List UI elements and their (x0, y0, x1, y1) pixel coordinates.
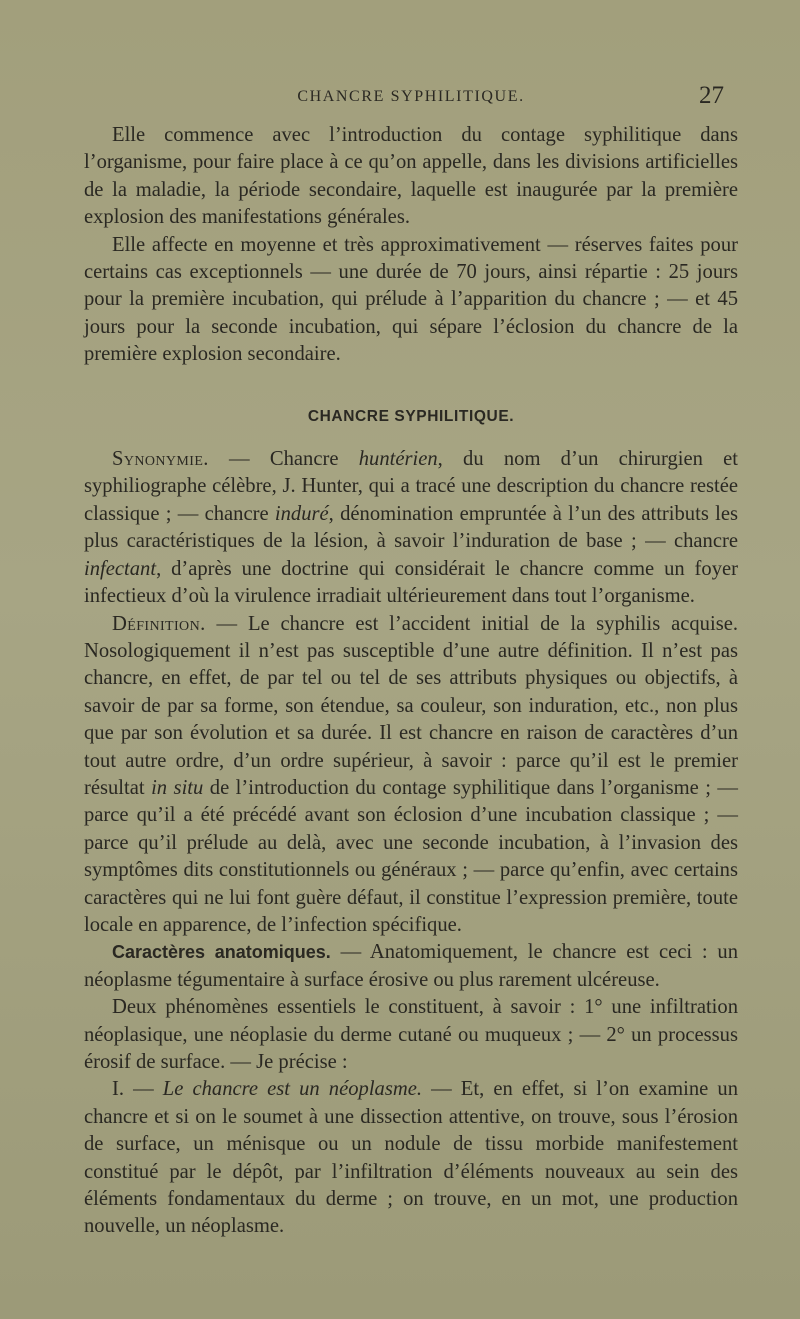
caracteres-text-1: — Anatomiquement, le chancre est ceci : un néoplasme tégumentaire à surface érosive ou plus rarement ulcéreuse. (84, 941, 739, 991)
synonymie-label: Synonymie. (112, 448, 209, 471)
synonymie-italic-1: huntérien (358, 448, 438, 471)
synonymie-italic-2: induré (274, 502, 329, 525)
definition-label: Définition. (112, 612, 206, 635)
paragraph-deux-phenomenes: Deux phénomènes essentiels le constituent, à savoir : 1° une infiltration néoplasique, une néoplasie du derme cutané ou muqueux ; — 2° un processus érosif de surface. — Je précise : (84, 996, 738, 1073)
synonymie-text-1: — Chancre (208, 448, 359, 471)
paragraph-definition (84, 611, 738, 940)
caracteres-label: Caractères anatomiques. (112, 942, 331, 963)
definition-italic-1: in situ (151, 776, 204, 799)
page-number: 27 (699, 82, 724, 109)
paragraph-synonymie (84, 446, 738, 610)
running-head (84, 84, 738, 108)
paragraph-point-1 (84, 1076, 738, 1240)
body-text (84, 122, 738, 1241)
point-1-italic-1: Le chancre est un néoplasme. (162, 1078, 423, 1101)
synonymie-text-3: , dénomination empruntée à l’un des attributs les plus caractéristiques de la lésion, à savoir l’induration de base ; — chancre (84, 502, 738, 553)
synonymie-italic-3: infectant (84, 557, 157, 580)
definition-text-1: — Le chancre est l’accident initial de la syphilis acquise. Nosologiquement il n’est pas susceptible d’une autre définition. Il n’est pas chancre, en effet, de par tel ou tel de ses attributs physiques ou objectifs, à savoir de par sa forme, son étendue, sa couleur, son induration, etc., non plus que par son évolution et sa durée. Il est chancre en raison de caractères d’un tout autre ordre, d’un ordre supérieur, à savoir : parce qu’il est le premier résultat (84, 612, 738, 799)
point-1-text-1: I. — (112, 1078, 163, 1101)
synonymie-text-4: , d’après une doctrine qui considérait le chancre comme un foyer infectieux d’où la virulence irradiait ultérieurement dans tout l’organisme. (84, 557, 738, 608)
paragraph-duration: Elle affecte en moyenne et très approximativement — réserves faites pour certains cas exceptionnels — une durée de 70 jours, ainsi répartie : 25 jours pour la première incubation, qui prélude à l’apparition du chancre ; — et 45 jours pour la seconde incubation, qui sépare l’éclosion du chancre de la première explosion secondaire. (84, 233, 738, 366)
running-title: CHANCRE SYPHILITIQUE. (297, 88, 525, 105)
synonymie-text-2: , du nom d’un chirurgien et syphiliographe célèbre, J. Hunter, qui a tracé une description du chancre restée classique ; — chancre (84, 448, 738, 525)
definition-text-2: de l’introduction du contage syphilitique dans l’organisme ; — parce qu’il a été précédé avant son éclosion d’une incubation classique ; — parce qu’il prélude au delà, avec une seconde incubation, à l’invasion des symptômes dits constitutionnels ou généraux ; — parce qu’enfin, avec certains caractères qui ne lui font guère défaut, il constitue l’expression première, toute locale en apparence, de l’infection spécifique. (84, 776, 739, 936)
point-1-text-2: — Et, en effet, si l’on examine un chancre et si on le soumet à une dissection attentive, on trouve, sous l’érosion de surface, un ménisque ou un nodule de tissu morbide manifestement constitué par le dépôt, par l’infiltration d’éléments nouveaux au sein des éléments fondamentaux du derme ; on trouve, en un mot, une production nouvelle, un néoplasme. (84, 1078, 739, 1238)
paragraph-caracteres (84, 939, 738, 994)
paragraph-intro: Elle commence avec l’introduction du contage syphilitique dans l’organisme, pour faire place à ce qu’on appelle, dans les divisions artificielles de la maladie, la période secondaire, laquelle est inaugurée par la première explosion des manifestations générales. (84, 124, 738, 229)
section-heading: CHANCRE SYPHILITIQUE. (307, 407, 515, 425)
